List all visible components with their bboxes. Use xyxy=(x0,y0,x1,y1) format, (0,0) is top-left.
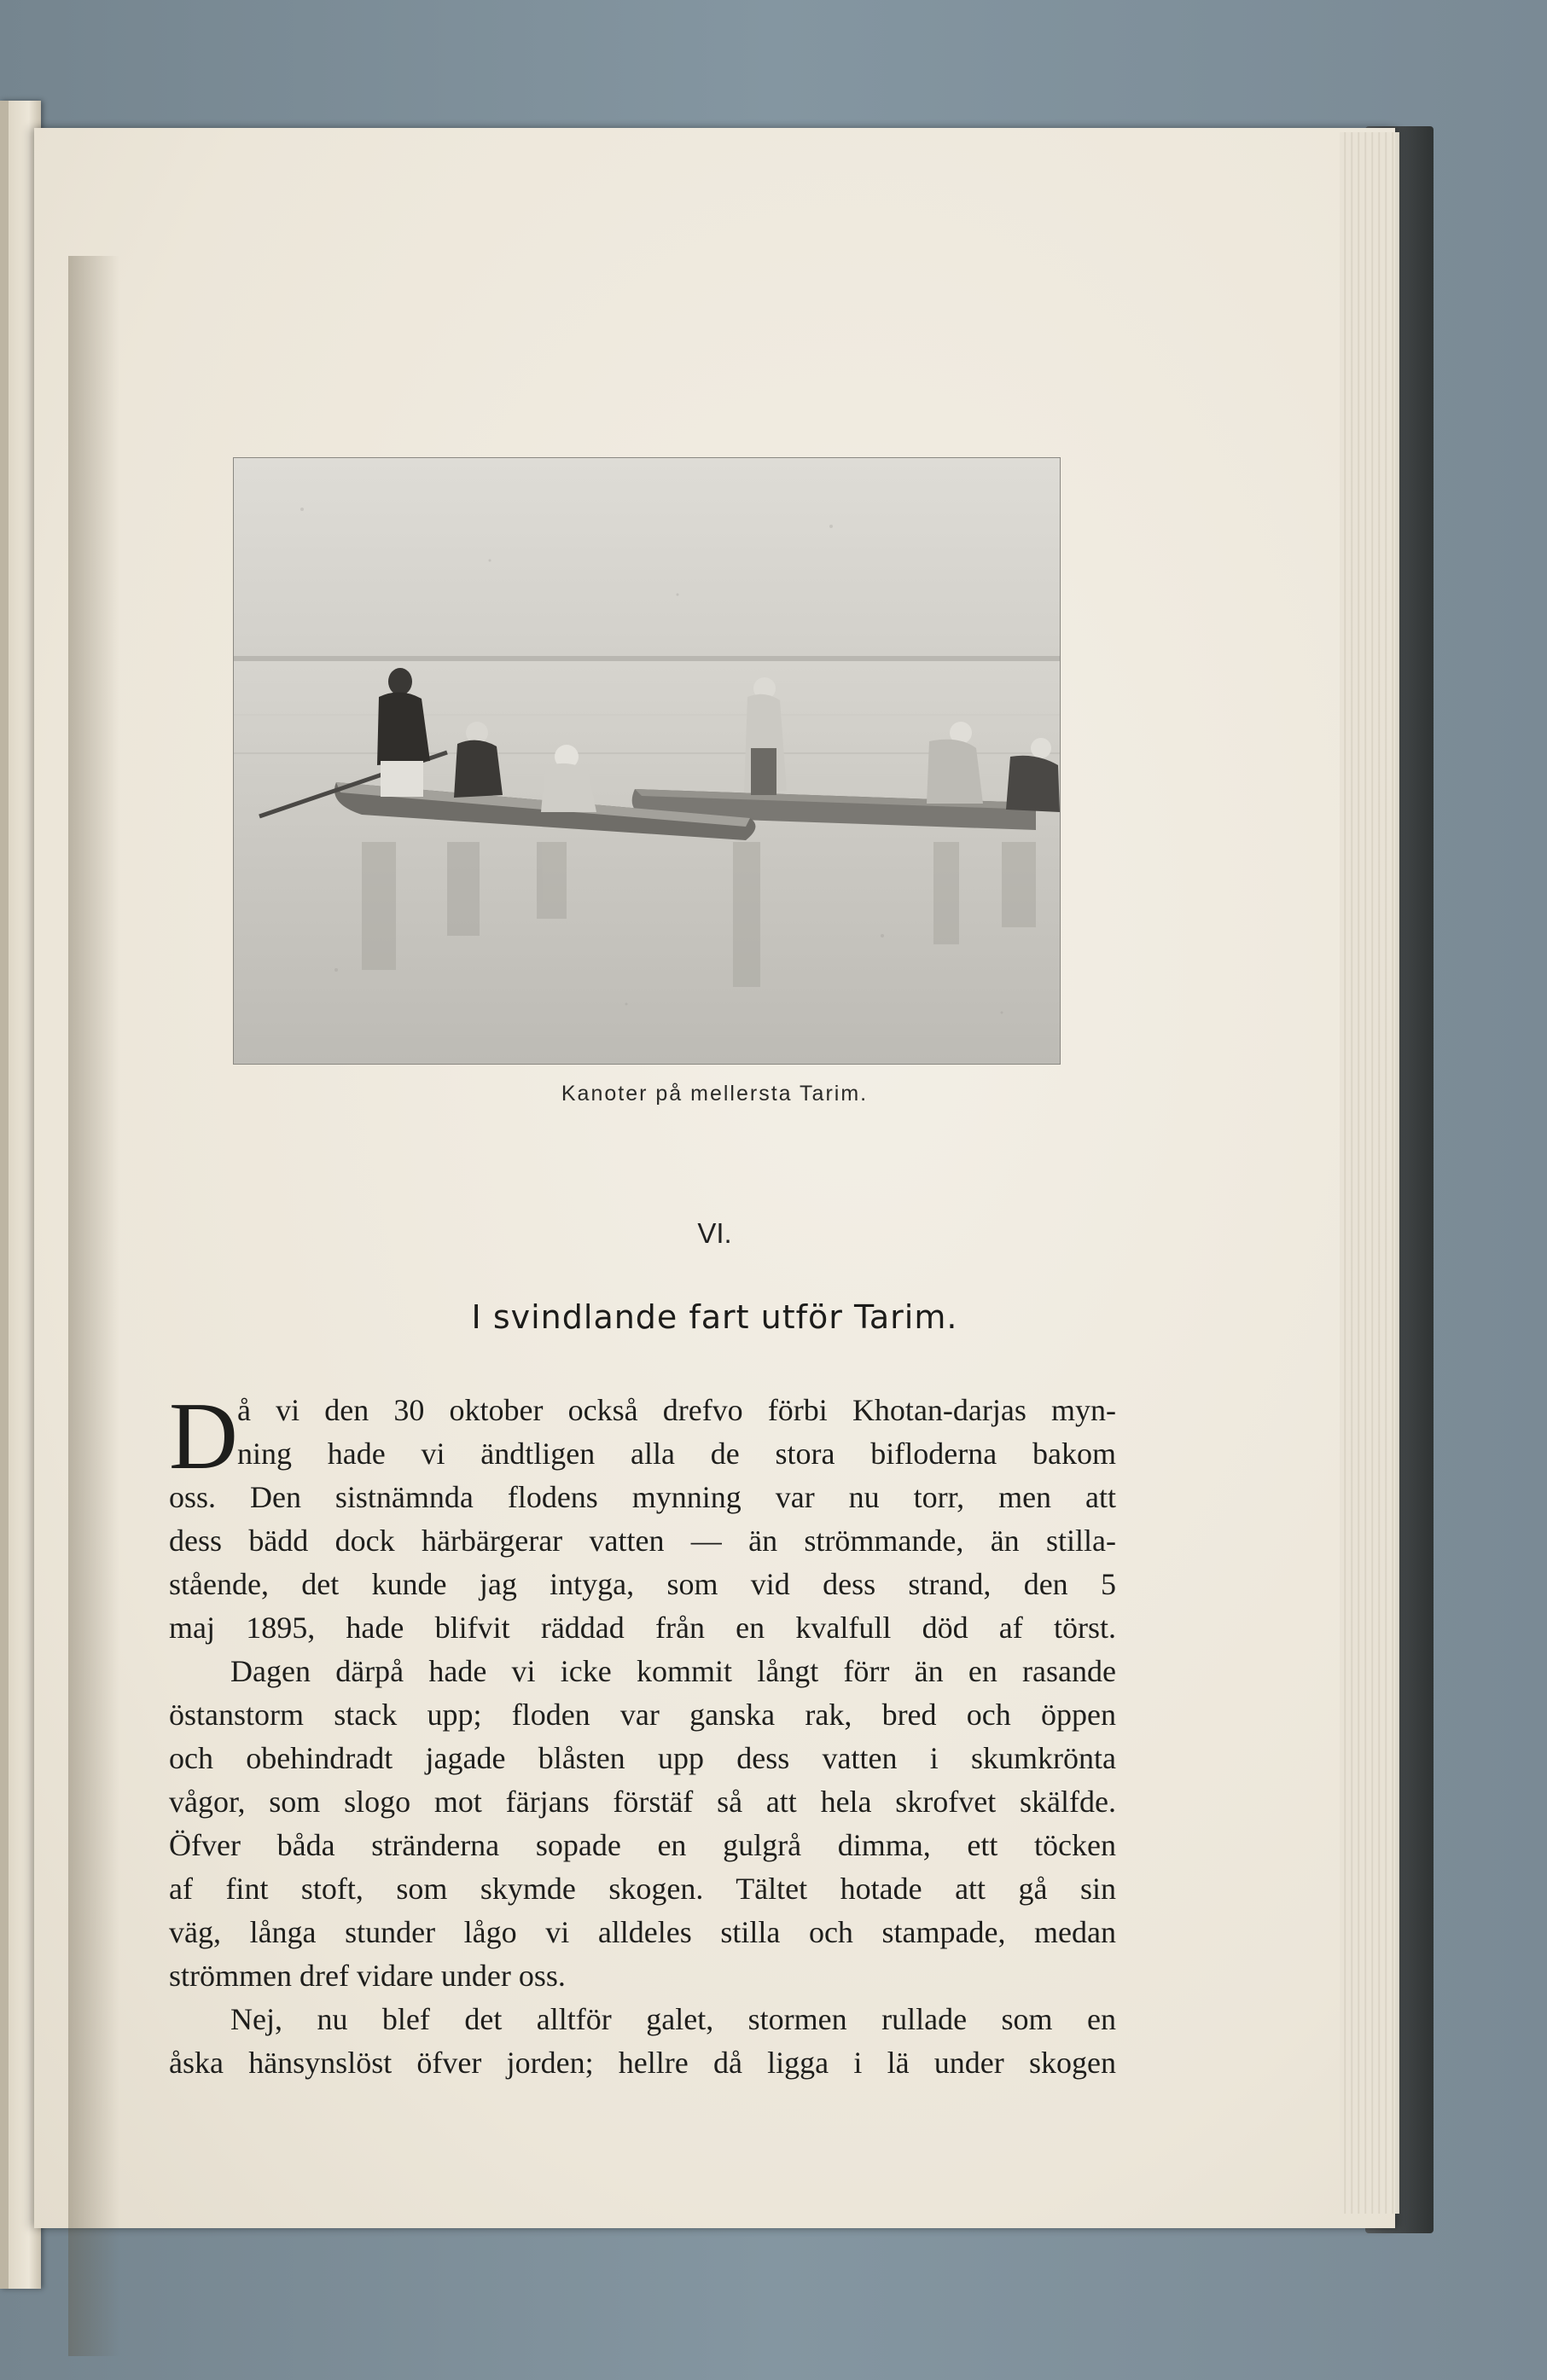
text-line: oss. Den sistnämnda flodens mynning var nu torr, men att xyxy=(169,1480,1116,1514)
page-stack-edge xyxy=(1340,132,1399,2214)
left-page-shadow xyxy=(0,101,9,2289)
text-line: af fint stoft, som skymde skogen. Tältet hotade att gå sin xyxy=(169,1872,1116,1906)
text-line: vågor, som slogo mot färjans förstäf så att hela skrofvet skälfde. xyxy=(169,1785,1116,1819)
book-page xyxy=(34,128,1395,2228)
drop-cap: D xyxy=(169,1384,238,1489)
chapter-number: VI. xyxy=(697,1217,732,1249)
text-line: och obehindradt jagade blåsten upp dess vatten i skumkrönta xyxy=(169,1741,1116,1775)
text-line: dess bädd dock härbärgerar vatten — än strömmande, än stilla- xyxy=(169,1524,1116,1558)
text-line: strömmen dref vidare under oss. xyxy=(169,1959,566,1993)
chapter-title: I svindlande fart utför Tarim. xyxy=(471,1298,958,1336)
text-line: åska hänsynslöst öfver jorden; hellre då ligga i lä under skogen xyxy=(169,2046,1116,2080)
text-line: Nej, nu blef det alltför galet, stormen rullade som en xyxy=(230,2002,1116,2036)
text-line: Öfver båda stränderna sopade en gulgrå dimma, ett töcken xyxy=(169,1828,1116,1862)
photo-caption: Kanoter på mellersta Tarim. xyxy=(561,1082,869,1106)
text-line: stående, det kunde jag intyga, som vid dess strand, den 5 xyxy=(169,1567,1116,1601)
text-line: maj 1895, hade blifvit räddad från en kvalfull död af törst. xyxy=(169,1611,1116,1645)
text-line: väg, långa stunder lågo vi alldeles stilla och stampade, medan xyxy=(169,1915,1116,1949)
text-line: ning hade vi ändtligen alla de stora bifloderna bakom xyxy=(237,1437,1116,1471)
photo-canoes-on-tarim xyxy=(233,457,1061,1065)
text-line: Dagen därpå hade vi icke kommit långt förr än en rasande xyxy=(230,1654,1116,1688)
body-text xyxy=(169,1384,1116,2085)
photo-illustration xyxy=(234,458,1060,1064)
text-line: å vi den 30 oktober också drefvo förbi Khotan-darjas myn- xyxy=(237,1393,1116,1427)
text-line: östanstorm stack upp; floden var ganska rak, bred och öppen xyxy=(169,1698,1116,1732)
